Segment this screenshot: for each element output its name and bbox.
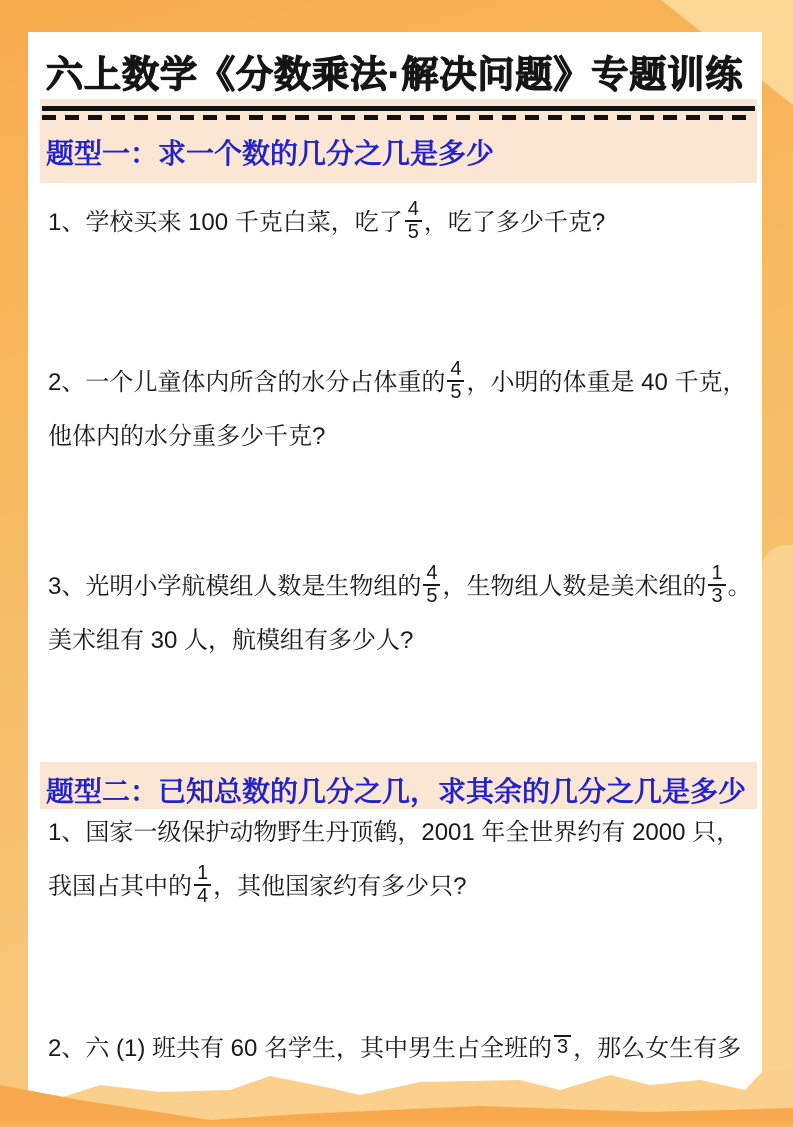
- problem-text: 1、学校买来 100 千克白菜，吃了: [48, 209, 403, 236]
- dashed-divider-line: [42, 115, 755, 120]
- fraction-numerator: 4: [450, 357, 462, 380]
- fraction-denominator: 5: [405, 220, 422, 243]
- page-title: 六上数学《分数乘法·解决问题》专题训练: [46, 54, 744, 95]
- fraction-4-5: [447, 359, 464, 403]
- problem-1-2: [48, 356, 760, 464]
- problem-1-1: [48, 196, 760, 250]
- solid-divider-line: [42, 106, 755, 111]
- fraction-numerator: 4: [426, 561, 438, 584]
- problem-text: ，小明的体重是 40 千克，他体内的水分重多少千克?: [48, 369, 747, 450]
- fraction-numerator: 1: [197, 861, 209, 884]
- problem-1-3: [48, 560, 760, 668]
- problem-text: ，其他国家约有多少只?: [213, 873, 467, 900]
- torn-paper-edge: [0, 1062, 793, 1122]
- problem-text: ，生物组人数是美术组的: [442, 573, 707, 600]
- fraction-denominator: 4: [194, 884, 211, 907]
- problem-text: 。美术组有 30 人，航模组有多少人?: [48, 573, 752, 654]
- problem-text: 2、六 (1) 班共有 60 名学生，其中男生占全班的: [48, 1035, 553, 1062]
- fraction-denominator: 5: [423, 584, 440, 607]
- section-2-header-band: [40, 762, 757, 809]
- torn-edge-graphic: [0, 1062, 793, 1122]
- problem-text: ，那么女生有多: [573, 1035, 742, 1062]
- problem-text: 1、国家一级保护动物野生丹顶鹤，2001 年全世界约有 2000 只，我国占其中的: [48, 819, 741, 900]
- section-2-heading: 题型二：已知总数的几分之几，求其余的几分之几是多少: [46, 775, 747, 808]
- fraction-numerator: 4: [407, 197, 419, 220]
- right-border-light-patch: [761, 545, 793, 1122]
- section-1-header-band: [40, 99, 757, 183]
- section-1-heading: 题型一：求一个数的几分之几是多少: [46, 137, 495, 170]
- problem-2-1: [48, 806, 760, 914]
- fraction-1-4: [194, 863, 211, 907]
- fraction-numerator: 1: [711, 561, 723, 584]
- fraction-4-5: [423, 563, 440, 607]
- fraction-clipped-3: [554, 1035, 571, 1058]
- fraction-denominator: 5: [447, 380, 464, 403]
- fraction-1-3: [708, 563, 725, 607]
- fraction-denominator: 3: [554, 1035, 571, 1058]
- fraction-4-5: [405, 199, 422, 243]
- problem-text: ，吃了多少千克?: [423, 209, 606, 236]
- problem-text: 2、一个儿童体内所含的水分占体重的: [48, 369, 446, 396]
- problem-text: 3、光明小学航模组人数是生物组的: [48, 573, 422, 600]
- fraction-denominator: 3: [708, 584, 725, 607]
